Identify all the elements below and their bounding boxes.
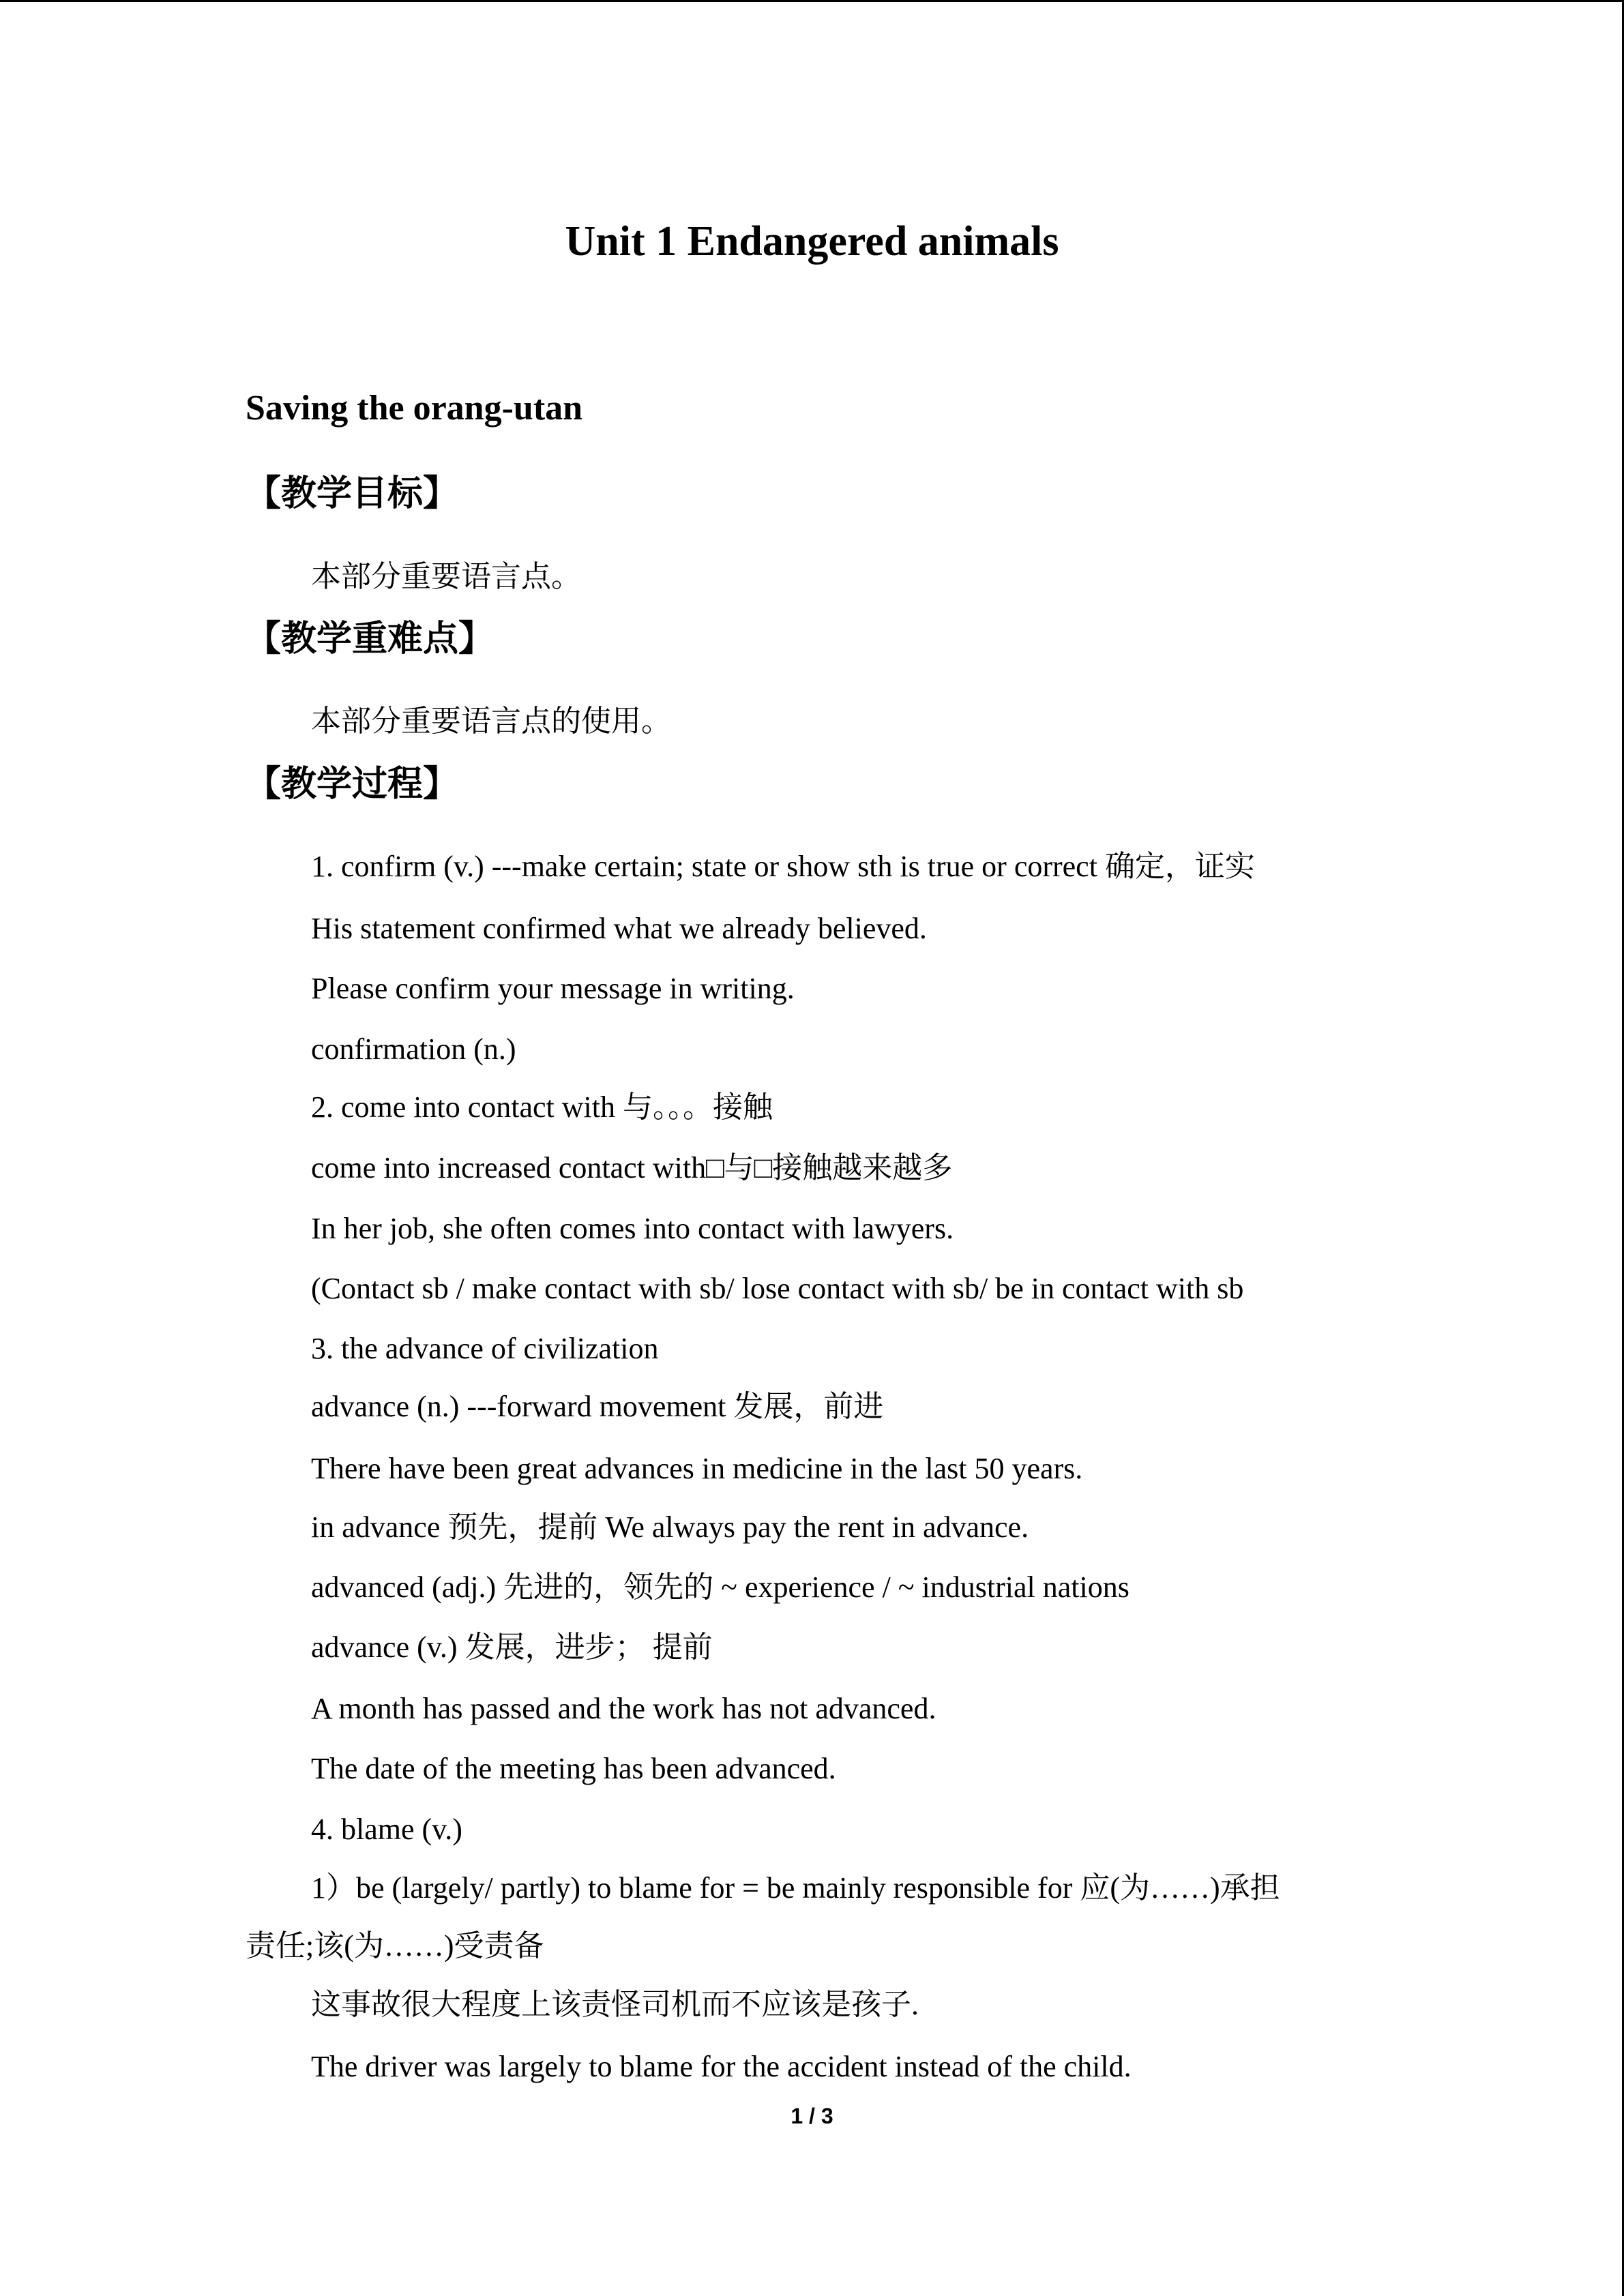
objectives-heading: 【教学目标】 (246, 473, 459, 514)
content-line: (Contact sb / make contact with sb/ lose contact with sb/ be in contact with sb (311, 1272, 1244, 1305)
content-line: In her job, she often comes into contact with lawyers. (311, 1212, 954, 1245)
content-line: Please confirm your message in writing. (311, 972, 795, 1005)
content-line: A month has passed and the work has not advanced. (311, 1692, 936, 1725)
content-line: There have been great advances in medicine in the last 50 years. (311, 1452, 1083, 1485)
content-line: 1）be (largely/ partly) to blame for = be mainly responsible for 应(为……)承担 (311, 1871, 1280, 1905)
content-line: 1. confirm (v.) ---make certain; state or show sth is true or correct 确定，证实 (311, 850, 1255, 883)
key-points-heading: 【教学重难点】 (246, 618, 494, 659)
top-border (0, 0, 1624, 2)
content-line: advanced (adj.) 先进的，领先的 ~ experience / ~ industrial nations (311, 1570, 1130, 1604)
content-line: confirmation (n.) (311, 1032, 516, 1066)
content-line: advance (n.) ---forward movement 发展，前进 (311, 1390, 884, 1423)
content-line-wrap: 责任;该(为……)受责备 (246, 1929, 544, 1963)
content-line: 这事故很大程度上该责怪司机而不应该是孩子. (311, 1988, 919, 2021)
content-line: come into increased contact with□与□接触越来越多 (311, 1151, 953, 1184)
content-line: 4. blame (v.) (311, 1813, 462, 1846)
content-line: His statement confirmed what we already believed. (311, 912, 927, 945)
process-heading: 【教学过程】 (246, 764, 459, 805)
content-line: advance (v.) 发展，进步； 提前 (311, 1630, 713, 1664)
key-points-text: 本部分重要语言点的使用。 (311, 704, 671, 738)
objectives-text: 本部分重要语言点。 (311, 560, 581, 593)
page-number: 1 / 3 (791, 2104, 833, 2128)
content-line: 3. the advance of civilization (311, 1332, 659, 1365)
document-title: Unit 1 Endangered animals (565, 218, 1059, 265)
section-subtitle: Saving the orang-utan (246, 389, 583, 428)
content-line: The driver was largely to blame for the accident instead of the child. (311, 2050, 1132, 2083)
content-line: The date of the meeting has been advanced. (311, 1752, 836, 1785)
content-line: in advance 预先，提前 We always pay the rent in advance. (311, 1510, 1029, 1544)
content-line: 2. come into contact with 与。。。接触 (311, 1090, 773, 1124)
